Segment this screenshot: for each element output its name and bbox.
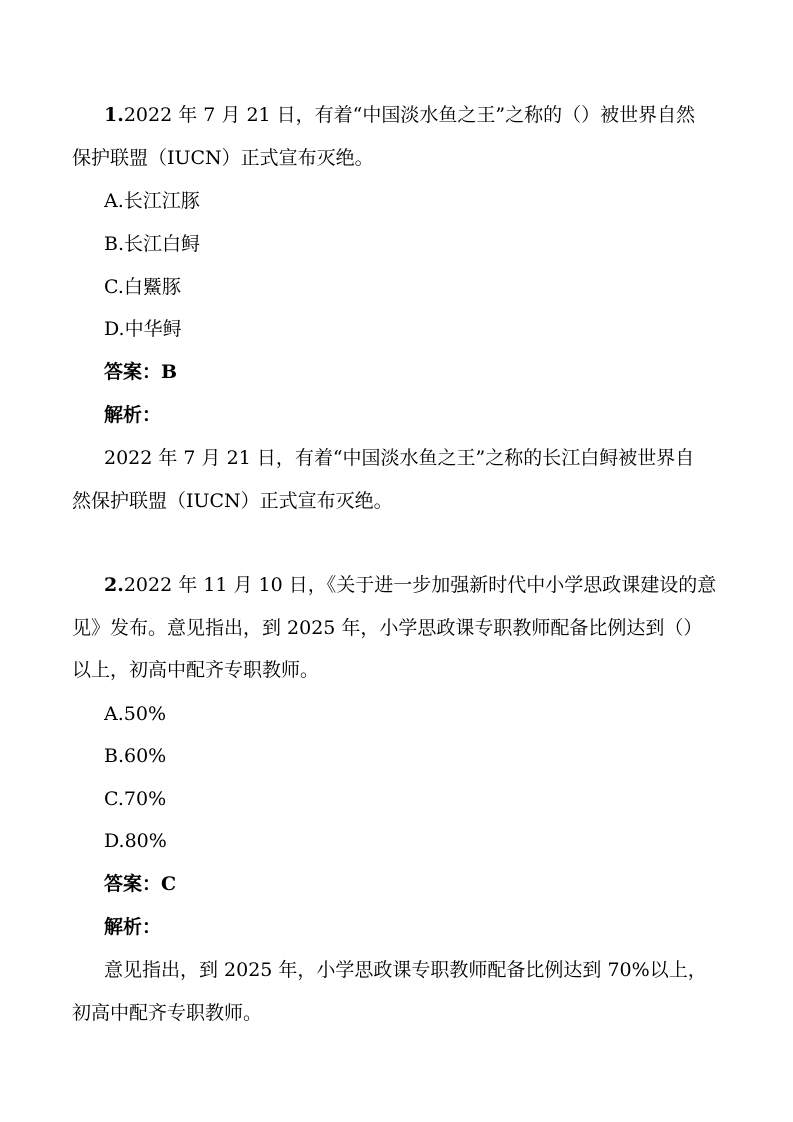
question-1-stem-line-2: 保护联盟（IUCN）正式宣布灭绝。 — [72, 147, 374, 169]
question-2-stem-line-3: 以上，初高中配齐专职教师。 — [72, 659, 320, 681]
question-2-answer — [104, 871, 722, 897]
question-1-answer-label: 答案： — [104, 361, 162, 383]
question-1-option-a: A.长江江豚 — [104, 190, 200, 212]
question-2-option-d: D.80% — [104, 830, 167, 852]
question-1-analysis-label: 解析： — [104, 404, 162, 426]
question-2-analysis-line-1: 意见指出，到 2025 年，小学思政课专职教师配备比例达到 70%以上， — [104, 959, 707, 981]
question-2-number: 2. — [104, 574, 124, 596]
question-1-answer-value: B — [161, 361, 178, 383]
question-2-stem-text: 2022 年 11 月 10 日，《关于进一步加强新时代中小学思政课建设的意 — [123, 574, 717, 596]
question-2-analysis-line-2: 初高中配齐专职教师。 — [72, 1002, 263, 1024]
question-2-answer-label: 答案： — [104, 873, 162, 895]
question-2-stem-line-2: 见》发布。意见指出，到 2025 年，小学思政课专职教师配备比例达到（） — [72, 617, 703, 639]
question-2-option-a: A.50% — [104, 703, 166, 725]
question-2-answer-value: C — [161, 873, 177, 895]
question-1-option-d: D.中华鲟 — [104, 318, 182, 340]
question-2-stem-line-1 — [104, 572, 722, 598]
question-2-option-b: B.60% — [104, 745, 167, 767]
question-2-option-c: C.70% — [104, 788, 167, 810]
question-1-option-c: C.白鱀豚 — [104, 276, 181, 298]
question-2-analysis-label: 解析： — [104, 916, 162, 938]
question-1-option-b: B.长江白鲟 — [104, 233, 201, 255]
question-1-analysis-line-2: 然保护联盟（IUCN）正式宣布灭绝。 — [72, 490, 393, 512]
question-1-analysis-line-1: 2022 年 7 月 21 日，有着“中国淡水鱼之王”之称的长江白鲟被世界自 — [104, 447, 695, 469]
question-1-answer — [104, 359, 722, 385]
question-1-stem-line-1 — [104, 102, 722, 128]
question-1-number: 1. — [104, 104, 124, 126]
question-1-stem-text: 2022 年 7 月 21 日，有着“中国淡水鱼之王”之称的（）被世界自然 — [123, 104, 696, 126]
